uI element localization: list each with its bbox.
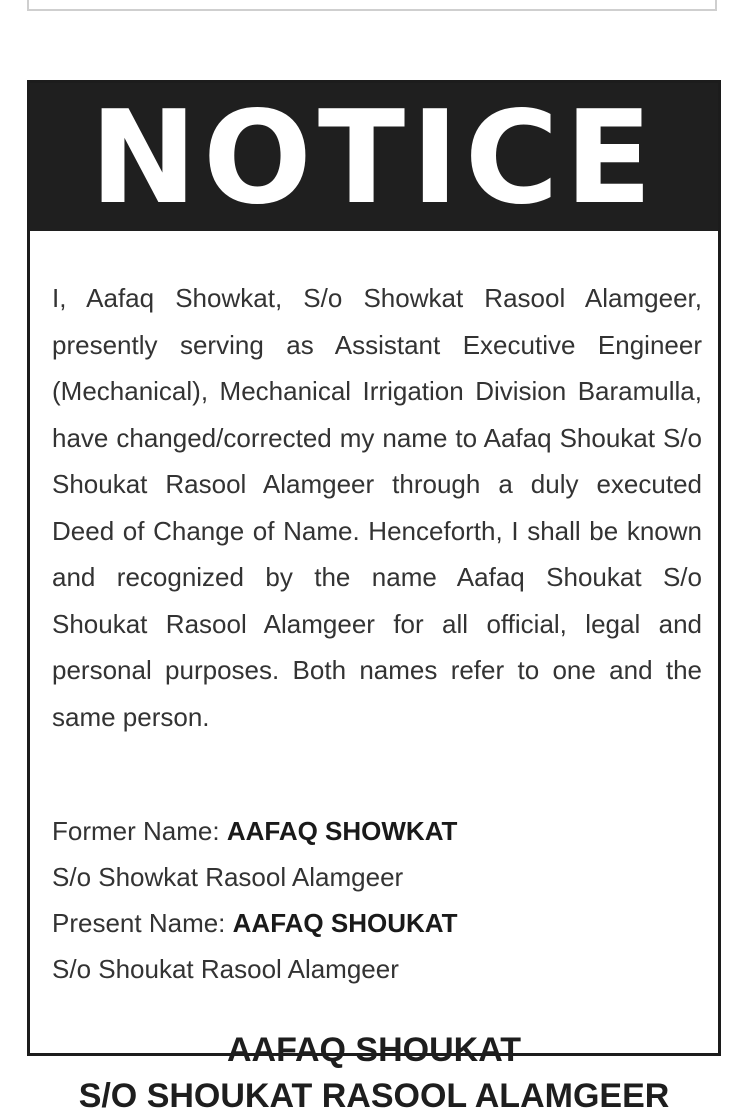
former-name-value: AAFAQ SHOWKAT [226, 816, 458, 846]
notice-title: NOTICE [89, 84, 659, 233]
notice-header [30, 83, 718, 231]
former-name-label: Former Name: [52, 816, 220, 846]
present-name-line [52, 900, 702, 946]
notice-box [27, 80, 721, 1115]
former-parent: S/o Showkat Rasool Alamgeer [52, 862, 404, 892]
former-name-line [52, 808, 702, 854]
present-name-label: Present Name: [52, 908, 226, 938]
present-name-value: AAFAQ SHOUKAT [232, 908, 458, 938]
name-details [52, 808, 702, 992]
previous-notice-box-edge [27, 0, 717, 11]
present-parent: S/o Shoukat Rasool Alamgeer [52, 954, 399, 984]
signature-block [30, 1027, 718, 1119]
signature-parent: S/O SHOUKAT RASOOL ALAMGEER [78, 1077, 670, 1115]
notice-body: I, Aafaq Showkat, S/o Showkat Rasool Alamgeer, presently serving as Assistant Executive Engineer (Mechanical), Mechanical Irrigation Division Baramulla, have changed/corrected my name to Aafaq Shoukat S/o Shoukat Rasool Alamgeer through a duly executed Deed of Change of Name. Henceforth, I shall be known and recognized by the name Aafaq Shoukat S/o Shoukat Rasool Alamgeer for all official, legal and personal purposes. Both names refer to one and the same person. [52, 283, 702, 732]
signature-name: AAFAQ SHOUKAT [226, 1031, 522, 1069]
